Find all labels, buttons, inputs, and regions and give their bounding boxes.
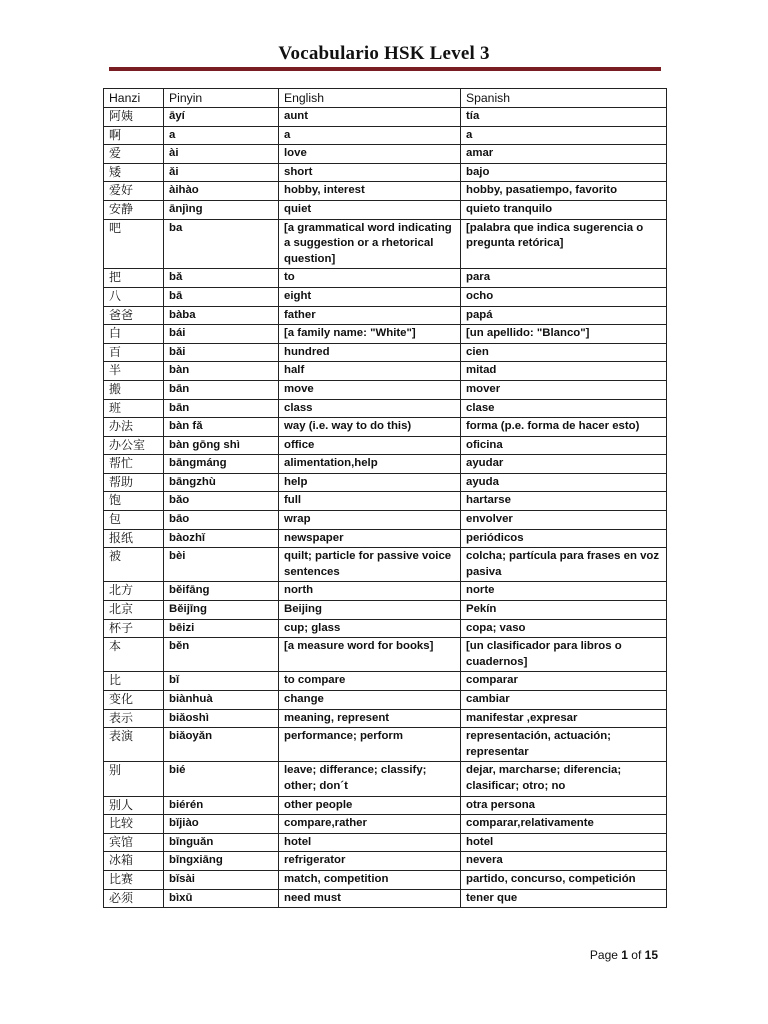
spanish-cell: cien [461,343,667,362]
hanzi-cell: 北方 [104,582,164,601]
pinyin-cell: bēizi [164,619,279,638]
hanzi-cell: 啊 [104,126,164,145]
hanzi-cell: 爱好 [104,182,164,201]
pinyin-cell: ba [164,219,279,269]
table-row [104,399,667,418]
spanish-cell: hartarse [461,492,667,511]
total-pages: 15 [644,948,658,962]
english-cell: short [279,163,461,182]
pinyin-cell: běifāng [164,582,279,601]
spanish-cell: oficina [461,436,667,455]
table-row [104,145,667,164]
pinyin-cell: Běijīng [164,601,279,620]
hanzi-cell: 饱 [104,492,164,511]
english-cell: father [279,306,461,325]
hanzi-cell: 搬 [104,380,164,399]
page-title: Vocabulario HSK Level 3 [278,43,490,64]
spanish-cell: forma (p.e. forma de hacer esto) [461,418,667,437]
hanzi-cell: 白 [104,325,164,344]
table-row [104,473,667,492]
hanzi-cell: 安静 [104,200,164,219]
hanzi-cell: 帮助 [104,473,164,492]
pinyin-cell: ǎi [164,163,279,182]
pinyin-cell: bàba [164,306,279,325]
spanish-cell: [un apellido: "Blanco"] [461,325,667,344]
english-cell: a [279,126,461,145]
spanish-cell: nevera [461,852,667,871]
spanish-cell: norte [461,582,667,601]
english-cell: Beijing [279,601,461,620]
english-cell: hundred [279,343,461,362]
hanzi-cell: 冰箱 [104,852,164,871]
pinyin-cell: bǎo [164,492,279,511]
english-cell: full [279,492,461,511]
english-cell: wrap [279,511,461,530]
pinyin-cell: bàn gōng shì [164,436,279,455]
english-cell: [a measure word for books] [279,638,461,672]
hanzi-cell: 比较 [104,815,164,834]
column-header-hanzi: Hanzi [104,89,164,108]
spanish-cell: para [461,269,667,288]
hanzi-cell: 宾馆 [104,833,164,852]
pinyin-cell: bāngzhù [164,473,279,492]
spanish-cell: envolver [461,511,667,530]
english-cell: match, competition [279,870,461,889]
hanzi-cell: 别人 [104,796,164,815]
english-cell: need must [279,889,461,908]
table-row [104,418,667,437]
hanzi-cell: 必须 [104,889,164,908]
english-cell: way (i.e. way to do this) [279,418,461,437]
hanzi-cell: 八 [104,287,164,306]
table-row [104,691,667,710]
english-cell: alimentation,help [279,455,461,474]
english-cell: leave; differance; classify; other; don´t [279,762,461,796]
vocabulary-table [103,88,667,908]
english-cell: help [279,473,461,492]
table-row [104,511,667,530]
spanish-cell: [un clasificador para libros o cuadernos] [461,638,667,672]
table-row [104,219,667,269]
english-cell: move [279,380,461,399]
hanzi-cell: 本 [104,638,164,672]
table-row [104,728,667,762]
spanish-cell: hobby, pasatiempo, favorito [461,182,667,201]
table-row [104,529,667,548]
table-row [104,163,667,182]
table-row [104,492,667,511]
table-row [104,709,667,728]
table-row [104,582,667,601]
spanish-cell: ayuda [461,473,667,492]
table-body [104,108,667,908]
table-row [104,672,667,691]
spanish-cell: manifestar ,expresar [461,709,667,728]
hanzi-cell: 把 [104,269,164,288]
pinyin-cell: bīnguǎn [164,833,279,852]
hanzi-cell: 帮忙 [104,455,164,474]
hanzi-cell: 北京 [104,601,164,620]
hanzi-cell: 爸爸 [104,306,164,325]
table-row [104,380,667,399]
pinyin-cell: biérén [164,796,279,815]
english-cell: change [279,691,461,710]
table-row [104,815,667,834]
spanish-cell: hotel [461,833,667,852]
table-row [104,306,667,325]
pinyin-cell: bàn fǎ [164,418,279,437]
spanish-cell: tía [461,108,667,127]
table-row [104,182,667,201]
table-row [104,762,667,796]
english-cell: half [279,362,461,381]
spanish-cell: amar [461,145,667,164]
english-cell: other people [279,796,461,815]
pinyin-cell: bàozhǐ [164,529,279,548]
pinyin-cell: bā [164,287,279,306]
pinyin-cell: bǐ [164,672,279,691]
spanish-cell: periódicos [461,529,667,548]
spanish-cell: dejar, marcharse; diferencia; clasificar; otro; no [461,762,667,796]
table-row [104,870,667,889]
spanish-cell: ocho [461,287,667,306]
hanzi-cell: 爱 [104,145,164,164]
hanzi-cell: 被 [104,548,164,582]
pinyin-cell: bāngmáng [164,455,279,474]
pinyin-cell: bié [164,762,279,796]
english-cell: hotel [279,833,461,852]
hanzi-cell: 报纸 [104,529,164,548]
spanish-cell: clase [461,399,667,418]
spanish-cell: partido, concurso, competición [461,870,667,889]
spanish-cell: colcha; partícula para frases en voz pasiva [461,548,667,582]
spanish-cell: representación, actuación; representar [461,728,667,762]
english-cell: office [279,436,461,455]
spanish-cell: cambiar [461,691,667,710]
pinyin-cell: àihào [164,182,279,201]
table-row [104,200,667,219]
pinyin-cell: ài [164,145,279,164]
page-of-label: of [627,948,645,962]
pinyin-cell: biànhuà [164,691,279,710]
table-row [104,362,667,381]
column-header-english: English [279,89,461,108]
table-row [104,436,667,455]
table-row [104,126,667,145]
spanish-cell: bajo [461,163,667,182]
table-header-row [104,89,667,108]
page-number [590,948,658,962]
table-row [104,852,667,871]
column-header-spanish: Spanish [461,89,667,108]
english-cell: quiet [279,200,461,219]
spanish-cell: quieto tranquilo [461,200,667,219]
spanish-cell: mover [461,380,667,399]
spanish-cell: Pekín [461,601,667,620]
pinyin-cell: bìxū [164,889,279,908]
table-row [104,796,667,815]
pinyin-cell: bái [164,325,279,344]
pinyin-cell: bān [164,399,279,418]
hanzi-cell: 班 [104,399,164,418]
english-cell: class [279,399,461,418]
pinyin-cell: biǎoyǎn [164,728,279,762]
hanzi-cell: 阿姨 [104,108,164,127]
english-cell: eight [279,287,461,306]
pinyin-cell: bāo [164,511,279,530]
hanzi-cell: 比赛 [104,870,164,889]
pinyin-cell: bān [164,380,279,399]
english-cell: performance; perform [279,728,461,762]
pinyin-cell: biǎoshì [164,709,279,728]
english-cell: refrigerator [279,852,461,871]
table-row [104,325,667,344]
english-cell: aunt [279,108,461,127]
pinyin-cell: bàn [164,362,279,381]
pinyin-cell: ānjìng [164,200,279,219]
pinyin-cell: a [164,126,279,145]
hanzi-cell: 别 [104,762,164,796]
page-label: Page [589,948,622,962]
hanzi-cell: 百 [104,343,164,362]
current-page: 1 [621,948,628,962]
hanzi-cell: 杯子 [104,619,164,638]
table-row [104,287,667,306]
pinyin-cell: bǎi [164,343,279,362]
pinyin-cell: bǐjiào [164,815,279,834]
pinyin-cell: bīngxiāng [164,852,279,871]
english-cell: north [279,582,461,601]
spanish-cell: comparar,relativamente [461,815,667,834]
english-cell: quilt; particle for passive voice sentences [279,548,461,582]
spanish-cell: papá [461,306,667,325]
spanish-cell: a [461,126,667,145]
english-cell: compare,rather [279,815,461,834]
spanish-cell: ayudar [461,455,667,474]
english-cell: newspaper [279,529,461,548]
hanzi-cell: 包 [104,511,164,530]
hanzi-cell: 办法 [104,418,164,437]
table-row [104,548,667,582]
pinyin-cell: āyí [164,108,279,127]
english-cell: hobby, interest [279,182,461,201]
table-row [104,455,667,474]
spanish-cell: [palabra que indica sugerencia o pregunta retórica] [461,219,667,269]
table-row [104,833,667,852]
english-cell: cup; glass [279,619,461,638]
spanish-cell: mitad [461,362,667,381]
pinyin-cell: bèi [164,548,279,582]
hanzi-cell: 表演 [104,728,164,762]
spanish-cell: comparar [461,672,667,691]
hanzi-cell: 半 [104,362,164,381]
spanish-cell: copa; vaso [461,619,667,638]
hanzi-cell: 表示 [104,709,164,728]
hanzi-cell: 吧 [104,219,164,269]
table-row [104,889,667,908]
table-row [104,269,667,288]
english-cell: meaning, represent [279,709,461,728]
column-header-pinyin: Pinyin [164,89,279,108]
spanish-cell: otra persona [461,796,667,815]
pinyin-cell: bǎ [164,269,279,288]
english-cell: to [279,269,461,288]
english-cell: love [279,145,461,164]
pinyin-cell: běn [164,638,279,672]
english-cell: [a family name: "White"] [279,325,461,344]
pinyin-cell: bǐsài [164,870,279,889]
table-row [104,619,667,638]
english-cell: [a grammatical word indicating a suggestion or a rhetorical question] [279,219,461,269]
hanzi-cell: 变化 [104,691,164,710]
title-divider [109,67,661,71]
hanzi-cell: 矮 [104,163,164,182]
hanzi-cell: 办公室 [104,436,164,455]
table-row [104,108,667,127]
table-row [104,601,667,620]
spanish-cell: tener que [461,889,667,908]
table-row [104,638,667,672]
table-row [104,343,667,362]
hanzi-cell: 比 [104,672,164,691]
english-cell: to compare [279,672,461,691]
